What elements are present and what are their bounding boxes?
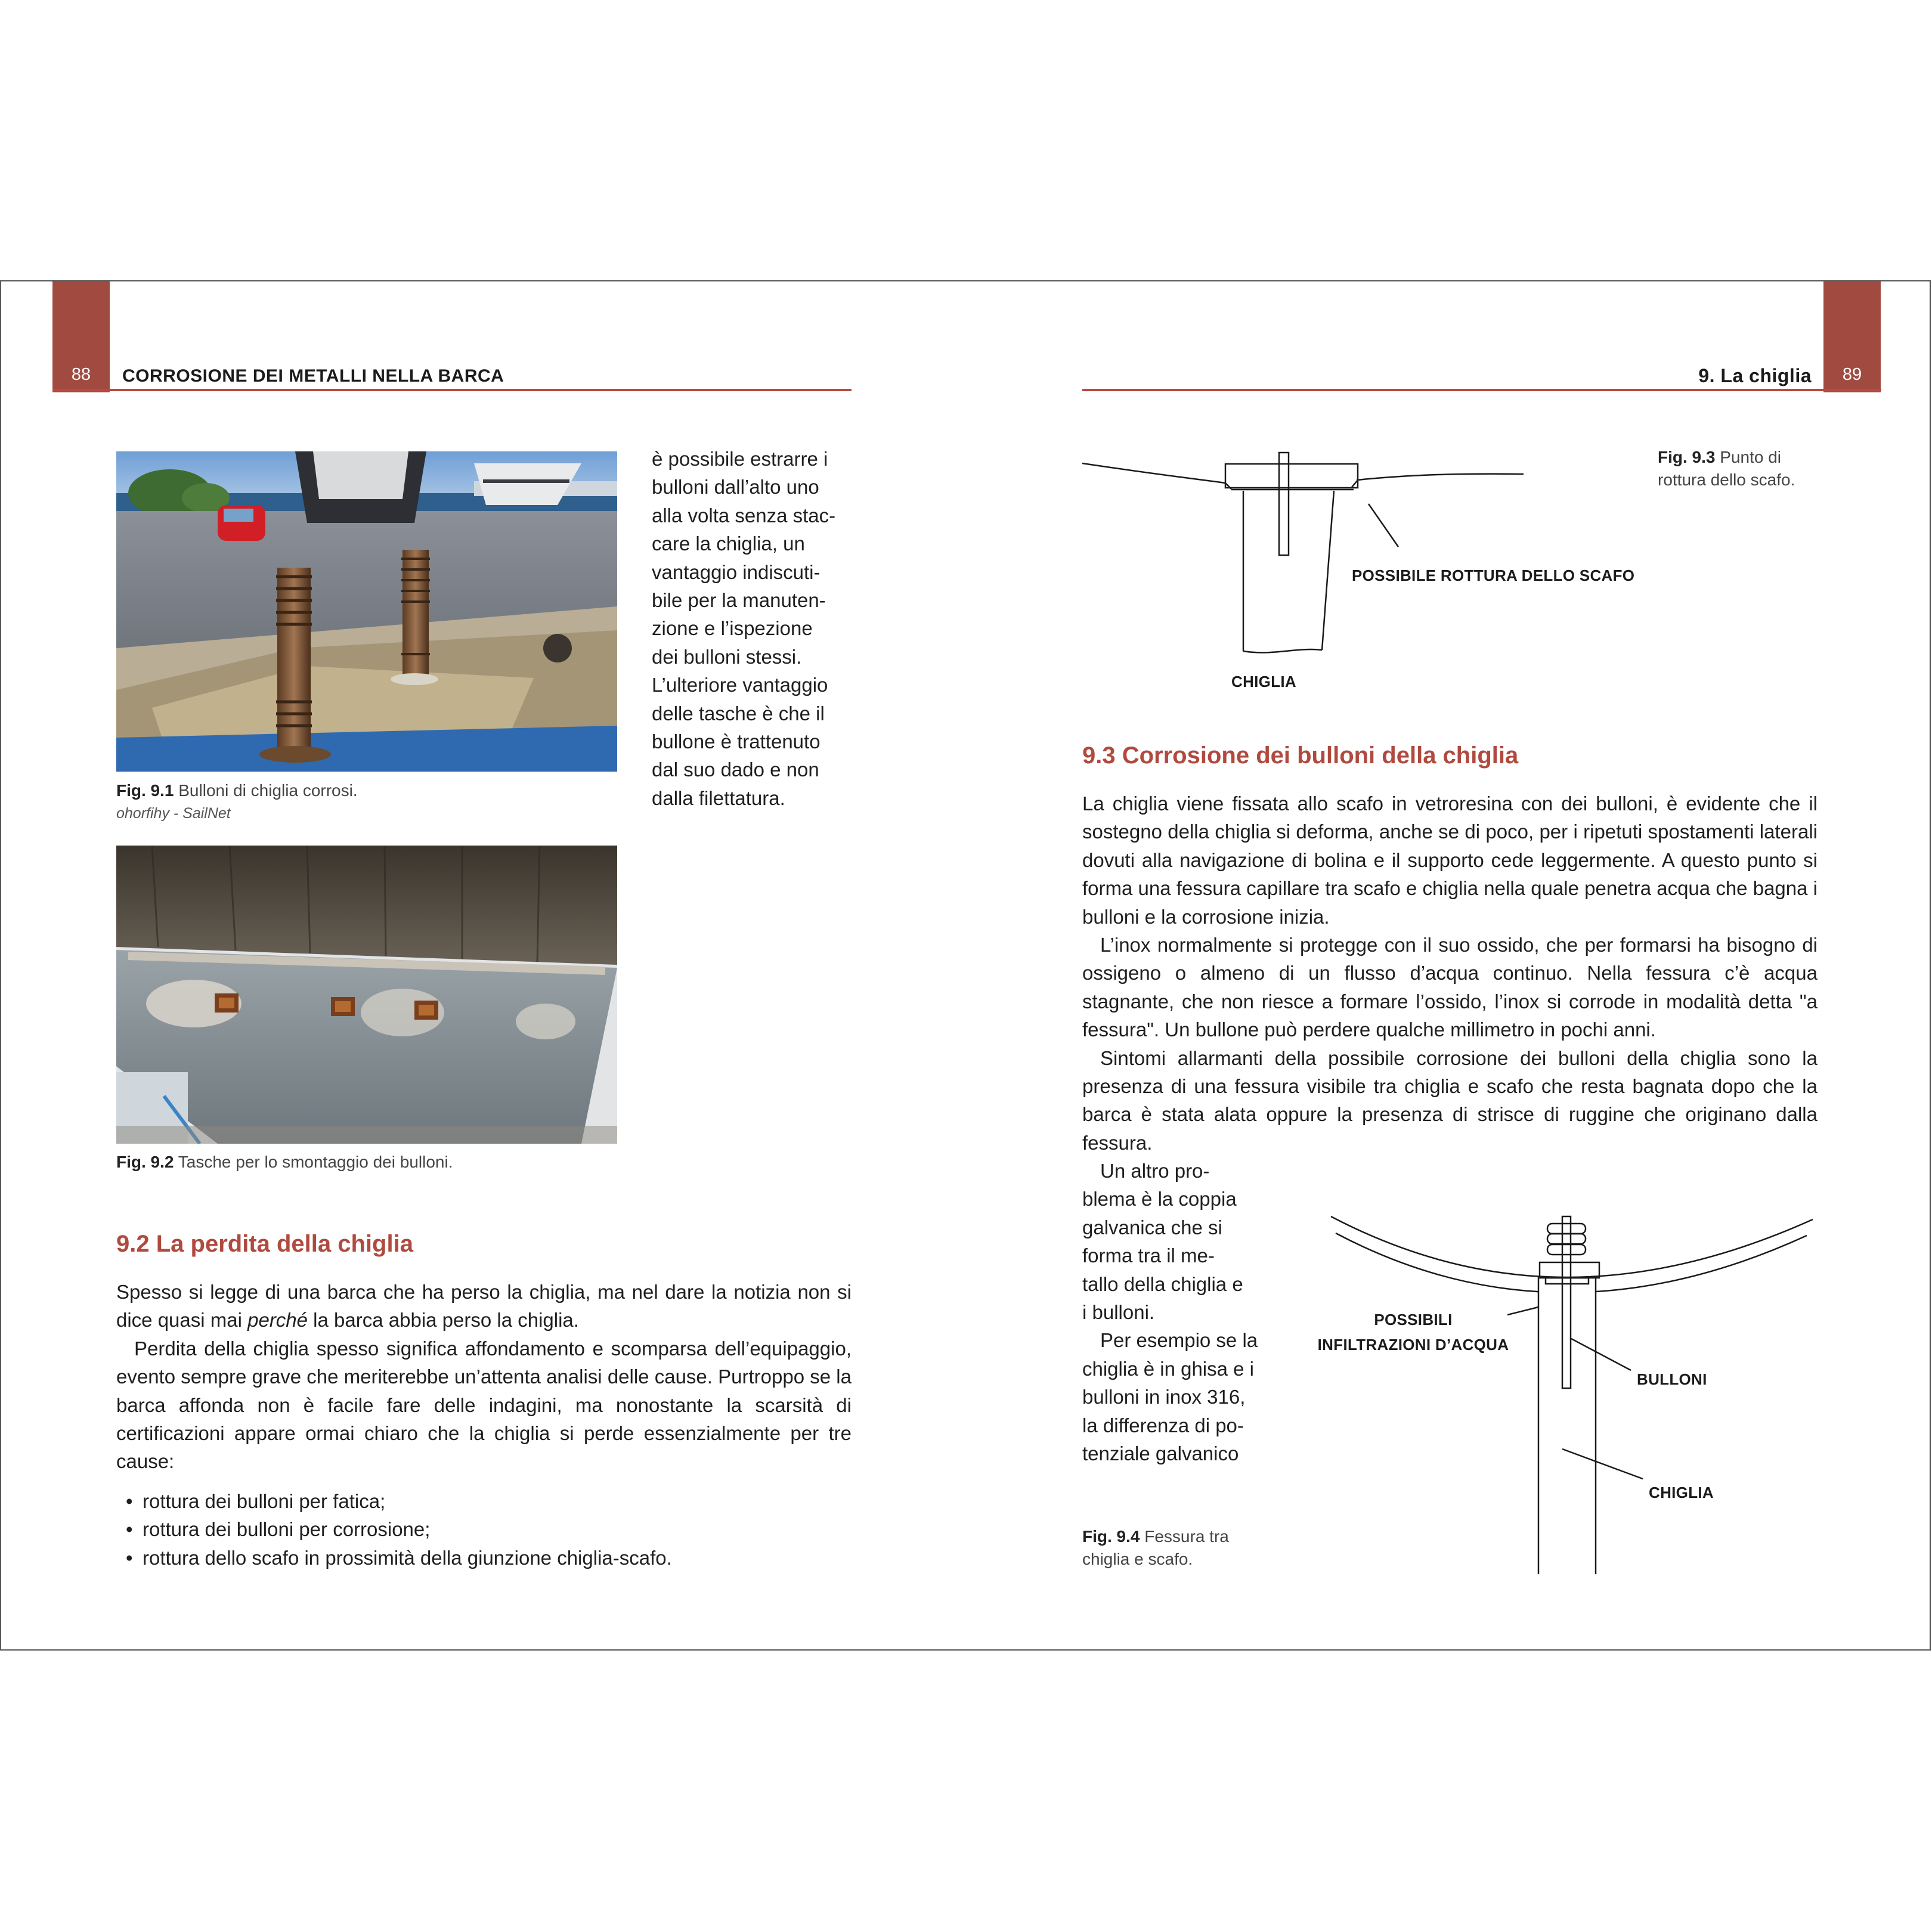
- fig-9-2-label: Fig. 9.2: [116, 1153, 174, 1171]
- photo-bolt-pockets: [116, 846, 617, 1144]
- fig-9-3-diagram: [1082, 450, 1535, 671]
- side-line: bulloni dall’alto uno: [652, 476, 819, 499]
- paragraph: L’inox normalmente si protegge con il suo ossido, che per formarsi ha bisogno di ossigeno o almeno di un flusso d’acqua continuo. Nella fessura c’è acqua stagnante, che non riesce a formare l’ossido, l’inox si corrode in modalità detta "a fessura". Un bullone può perdere qualche millimetro in pochi anni.: [1082, 934, 1818, 1041]
- paragraph: Perdita della chiglia spesso significa affondamento e scomparsa dell’equipaggio, evento sempre grave che meriterebbe un’attenta analisi delle cause. Purtroppo se la barca affonda non è facile fare delle indagini, ma nonostante la scarsità di certificazioni appare ormai chiaro che la chiglia si perde essenzialmente per tre cause:: [116, 1337, 852, 1473]
- side-line: dal suo dado e non: [652, 758, 819, 781]
- list-item: • rottura dello scafo in prossimità della giunzione chiglia-scafo.: [122, 1544, 850, 1572]
- narrow-line: galvanica che si: [1082, 1216, 1222, 1239]
- paragraph: Sintomi allarmanti della possibile corrosione dei bulloni della chiglia sono la presenza di una fessura visibile tra chiglia e scafo che resta bagnata dopo che la barca è stata alata oppure la presenza di strisce di ruggine che originano dalla fessura.: [1082, 1046, 1818, 1154]
- fig-9-4-label-bolts: BULLONI: [1637, 1370, 1707, 1388]
- fig-9-2-text: Tasche per lo smontaggio dei bulloni.: [178, 1153, 453, 1171]
- left-page-number: 88: [71, 365, 91, 384]
- narrow-line: bulloni in inox 316,: [1082, 1386, 1246, 1408]
- narrow-line: Un altro pro-: [1100, 1160, 1210, 1182]
- side-line: bile per la manuten-: [652, 589, 826, 612]
- right-running-head: 9. La chiglia: [1698, 365, 1812, 386]
- fig-9-4-label-keel: CHIGLIA: [1649, 1484, 1714, 1501]
- section-9-3-body: [1082, 789, 1818, 1157]
- section-9-2-title: 9.2 La perdita della chiglia: [116, 1231, 413, 1257]
- fig-9-3-label: Fig. 9.3: [1658, 448, 1716, 466]
- list-item: • rottura dei bulloni per corrosione;: [122, 1515, 850, 1543]
- side-line: L’ulteriore vantaggio: [652, 674, 828, 696]
- fig-9-4-caption: Fig. 9.4 Fessura tra chiglia e scafo.: [1082, 1527, 1229, 1568]
- fig-9-1-caption: [116, 779, 617, 803]
- photo-corroded-keel-bolts: [116, 451, 617, 772]
- right-page-number: 89: [1842, 365, 1862, 384]
- side-line: dalla filettatura.: [652, 787, 785, 809]
- causes-list: [122, 1487, 850, 1572]
- side-line: alla volta senza stac-: [652, 504, 836, 527]
- side-line: vantaggio indiscuti-: [652, 561, 821, 583]
- fig-9-4-label: Fig. 9.4: [1082, 1527, 1140, 1546]
- side-line: delle tasche è che il: [652, 702, 825, 724]
- fig-9-3-caption: Fig. 9.3 Punto di rottura dello scafo.: [1658, 448, 1795, 489]
- narrow-line: tallo della chiglia e: [1082, 1272, 1243, 1295]
- left-running-head: CORROSIONE DEI METALLI NELLA BARCA: [122, 366, 504, 386]
- narrow-line: blema è la coppia: [1082, 1188, 1237, 1210]
- fig-9-1-text: Bulloni di chiglia corrosi.: [178, 781, 358, 800]
- fig-9-1-label: Fig. 9.1: [116, 781, 174, 800]
- narrow-line: forma tra il me-: [1082, 1244, 1215, 1267]
- narrow-text-column: [1082, 1157, 1265, 1467]
- narrow-line: Per esempio se la: [1100, 1329, 1258, 1352]
- paragraph: La chiglia viene fissata allo scafo in vetroresina con dei bulloni, è evidente che il sostegno della chiglia si deforma, anche se di poco, per i ripetuti spostamenti laterali dovuti alla navigazione di bolina e il supporto cede leggermente. A questo punto si forma una fessura capillare tra scafo e chiglia nella quale penetra acqua che bagna i bulloni e la corrosione inizia.: [1082, 792, 1818, 928]
- narrow-line: i bulloni.: [1082, 1301, 1155, 1324]
- narrow-line: la differenza di po-: [1082, 1414, 1244, 1436]
- side-line: bullone è trattenuto: [652, 730, 821, 753]
- section-9-2-body: [116, 1278, 852, 1476]
- section-9-3-title: 9.3 Corrosione dei bulloni della chiglia: [1082, 742, 1519, 769]
- fig-9-4-label-infiltrations: POSSIBILI INFILTRAZIONI D’ACQUA: [1317, 1311, 1509, 1354]
- fig-9-3-label-break: POSSIBILE ROTTURA DELLO SCAFO: [1352, 566, 1635, 584]
- fig-9-1-credit: ohorfihy - SailNet: [116, 805, 231, 822]
- side-line: care la chiglia, un: [652, 532, 805, 555]
- left-header-rule: [52, 389, 852, 391]
- fig-9-3-label-keel: CHIGLIA: [1231, 673, 1296, 691]
- narrow-line: tenziale galvanico: [1082, 1442, 1239, 1465]
- fig-9-2-caption: [116, 1150, 617, 1174]
- left-side-text: [652, 445, 852, 812]
- right-header-rule: [1082, 389, 1881, 391]
- paragraph: Spesso si legge di una barca che ha perso la chiglia, ma nel dare la notizia non si dice quasi mai perché la barca abbia perso la chiglia.: [116, 1281, 852, 1332]
- narrow-line: chiglia è in ghisa e i: [1082, 1357, 1255, 1380]
- side-line: zione e l’ispezione: [652, 617, 813, 640]
- list-item: • rottura dei bulloni per fatica;: [122, 1487, 850, 1515]
- side-line: è possibile estrarre i: [652, 448, 828, 470]
- side-line: dei bulloni stessi.: [652, 645, 802, 668]
- fig-9-4-diagram: [1300, 1205, 1825, 1574]
